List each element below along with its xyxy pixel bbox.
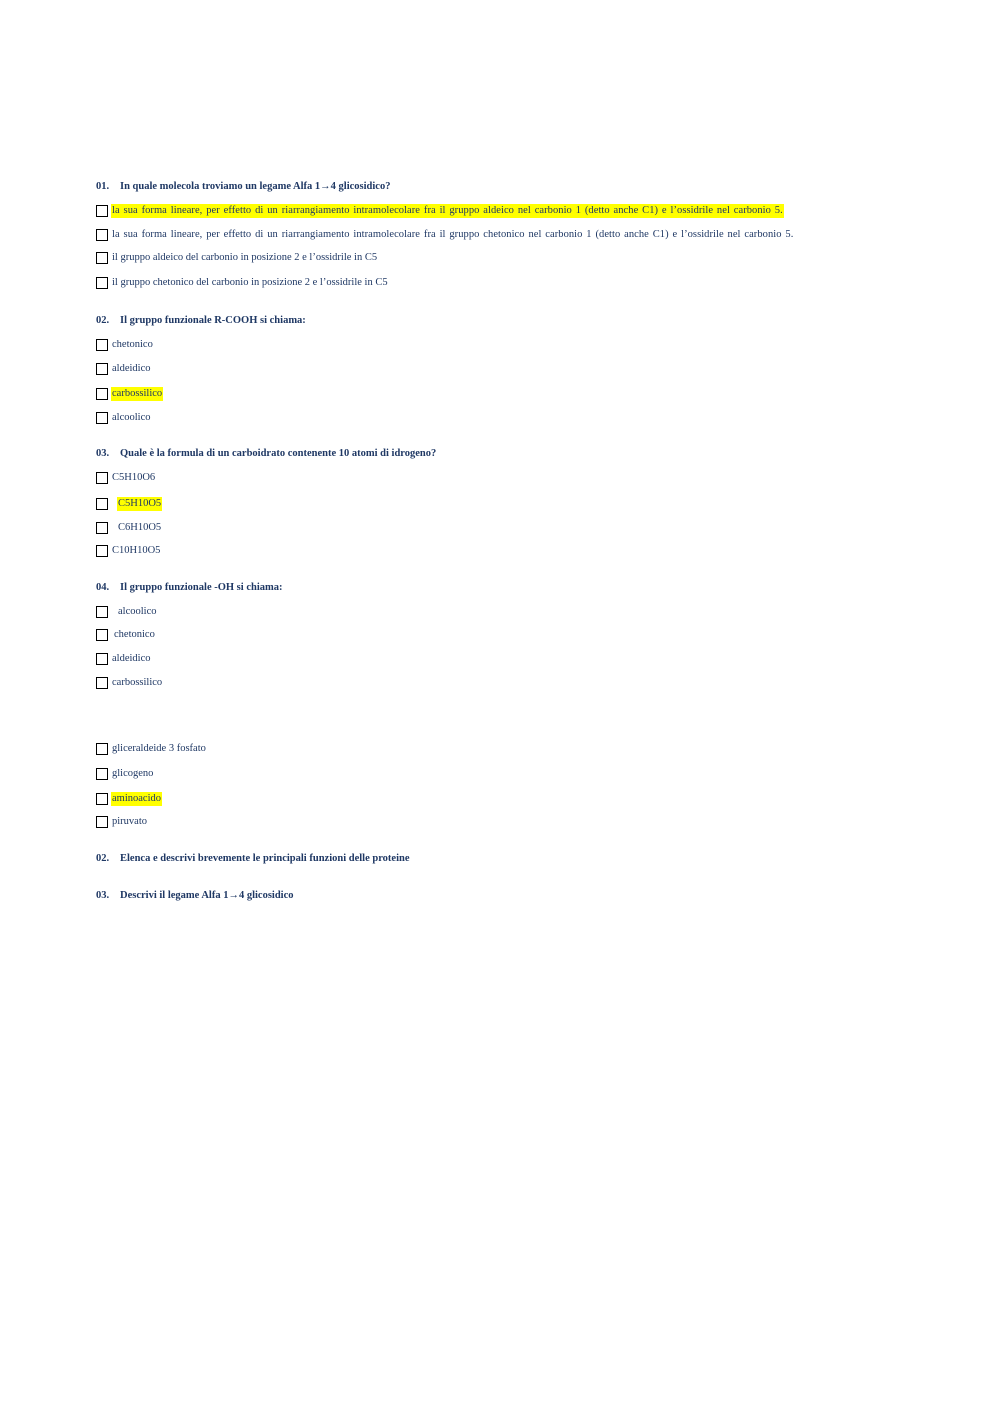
option-text: aldeidico <box>112 363 151 374</box>
checkbox[interactable] <box>96 545 108 557</box>
option-text: C5H10O5 <box>118 498 162 509</box>
answer-option[interactable] <box>96 337 154 353</box>
checkbox[interactable] <box>96 339 108 351</box>
option-text: piruvato <box>112 816 147 827</box>
question-number: 02. <box>96 315 110 326</box>
checkbox[interactable] <box>96 522 108 534</box>
question-text: Il gruppo funzionale R-COOH si chiama: <box>120 315 306 326</box>
answer-option[interactable] <box>96 470 156 486</box>
option-text: gliceraldeide 3 fosfato <box>112 743 206 754</box>
answer-option[interactable] <box>96 203 784 219</box>
question-title <box>96 448 436 459</box>
checkbox[interactable] <box>96 277 108 289</box>
answer-option[interactable] <box>96 675 163 691</box>
option-text: chetonico <box>114 629 155 640</box>
answer-option[interactable] <box>96 604 157 620</box>
option-text: il gruppo chetonico del carbonio in posizione 2 e l’ossidrile in C5 <box>112 277 388 288</box>
answer-option[interactable] <box>96 275 389 291</box>
option-text: alcoolico <box>112 412 151 423</box>
answer-option[interactable] <box>96 651 151 667</box>
checkbox[interactable] <box>96 629 108 641</box>
answer-option[interactable] <box>96 741 207 757</box>
question-text: Il gruppo funzionale -OH si chiama: <box>120 582 283 593</box>
checkbox[interactable] <box>96 743 108 755</box>
checkbox[interactable] <box>96 229 108 241</box>
answer-option[interactable] <box>96 814 148 830</box>
answer-option[interactable] <box>96 520 162 536</box>
checkbox[interactable] <box>96 363 108 375</box>
question-number: 03. <box>96 890 110 901</box>
option-text: glicogeno <box>112 768 154 779</box>
option-text: alcoolico <box>118 606 157 617</box>
option-text: la sua forma lineare, per effetto di un riarrangiamento intramolecolare fra il gruppo aldeico nel carbonio 1 (detto anche C1) e l’ossidrile nel carbonio 5. <box>112 205 783 216</box>
option-text: aminoacido <box>112 793 161 804</box>
question-number: 04. <box>96 582 110 593</box>
question-text: Quale è la formula di un carboidrato contenente 10 atomi di idrogeno? <box>120 448 437 459</box>
question-text: In quale molecola troviamo un legame Alfa 1→4 glicosidico? <box>120 181 391 192</box>
question-number: 01. <box>96 181 110 192</box>
option-text: la sua forma lineare, per effetto di un riarrangiamento intramolecolare fra il gruppo chetonico nel carbonio 1 (detto anche C1) e l’ossidrile nel carbonio 5. <box>112 229 794 240</box>
answer-option[interactable] <box>96 543 161 559</box>
question-title <box>96 582 282 593</box>
answer-option[interactable] <box>96 361 151 377</box>
option-text: C10H10O5 <box>112 545 161 556</box>
checkbox[interactable] <box>96 498 108 510</box>
question-number: 02. <box>96 853 110 864</box>
option-text: chetonico <box>112 339 153 350</box>
checkbox[interactable] <box>96 412 108 424</box>
question-text: Elenca e descrivi brevemente le principali funzioni delle proteine <box>120 853 410 864</box>
question-text: Descrivi il legame Alfa 1→4 glicosidico <box>120 890 294 901</box>
answer-option[interactable] <box>96 496 162 512</box>
answer-option[interactable] <box>96 386 163 402</box>
checkbox[interactable] <box>96 606 108 618</box>
answer-option[interactable] <box>96 766 154 782</box>
answer-option[interactable] <box>96 227 794 243</box>
open-question-title <box>96 853 410 864</box>
answer-option[interactable] <box>96 791 162 807</box>
checkbox[interactable] <box>96 816 108 828</box>
checkbox[interactable] <box>96 677 108 689</box>
option-text: C5H10O6 <box>112 472 156 483</box>
open-question-title <box>96 890 294 901</box>
checkbox[interactable] <box>96 653 108 665</box>
answer-option[interactable] <box>96 410 151 426</box>
question-number: 03. <box>96 448 110 459</box>
question-title <box>96 181 390 192</box>
checkbox[interactable] <box>96 768 108 780</box>
checkbox[interactable] <box>96 252 108 264</box>
checkbox[interactable] <box>96 472 108 484</box>
option-text: il gruppo aldeico del carbonio in posizione 2 e l’ossidrile in C5 <box>112 252 378 263</box>
answer-option[interactable] <box>96 250 378 266</box>
checkbox[interactable] <box>96 793 108 805</box>
option-text: aldeidico <box>112 653 151 664</box>
checkbox[interactable] <box>96 205 108 217</box>
answer-option[interactable] <box>96 627 156 643</box>
option-text: C6H10O5 <box>118 522 162 533</box>
question-title <box>96 315 306 326</box>
option-text: carbossilico <box>112 677 163 688</box>
checkbox[interactable] <box>96 388 108 400</box>
option-text: carbossilico <box>112 388 163 399</box>
